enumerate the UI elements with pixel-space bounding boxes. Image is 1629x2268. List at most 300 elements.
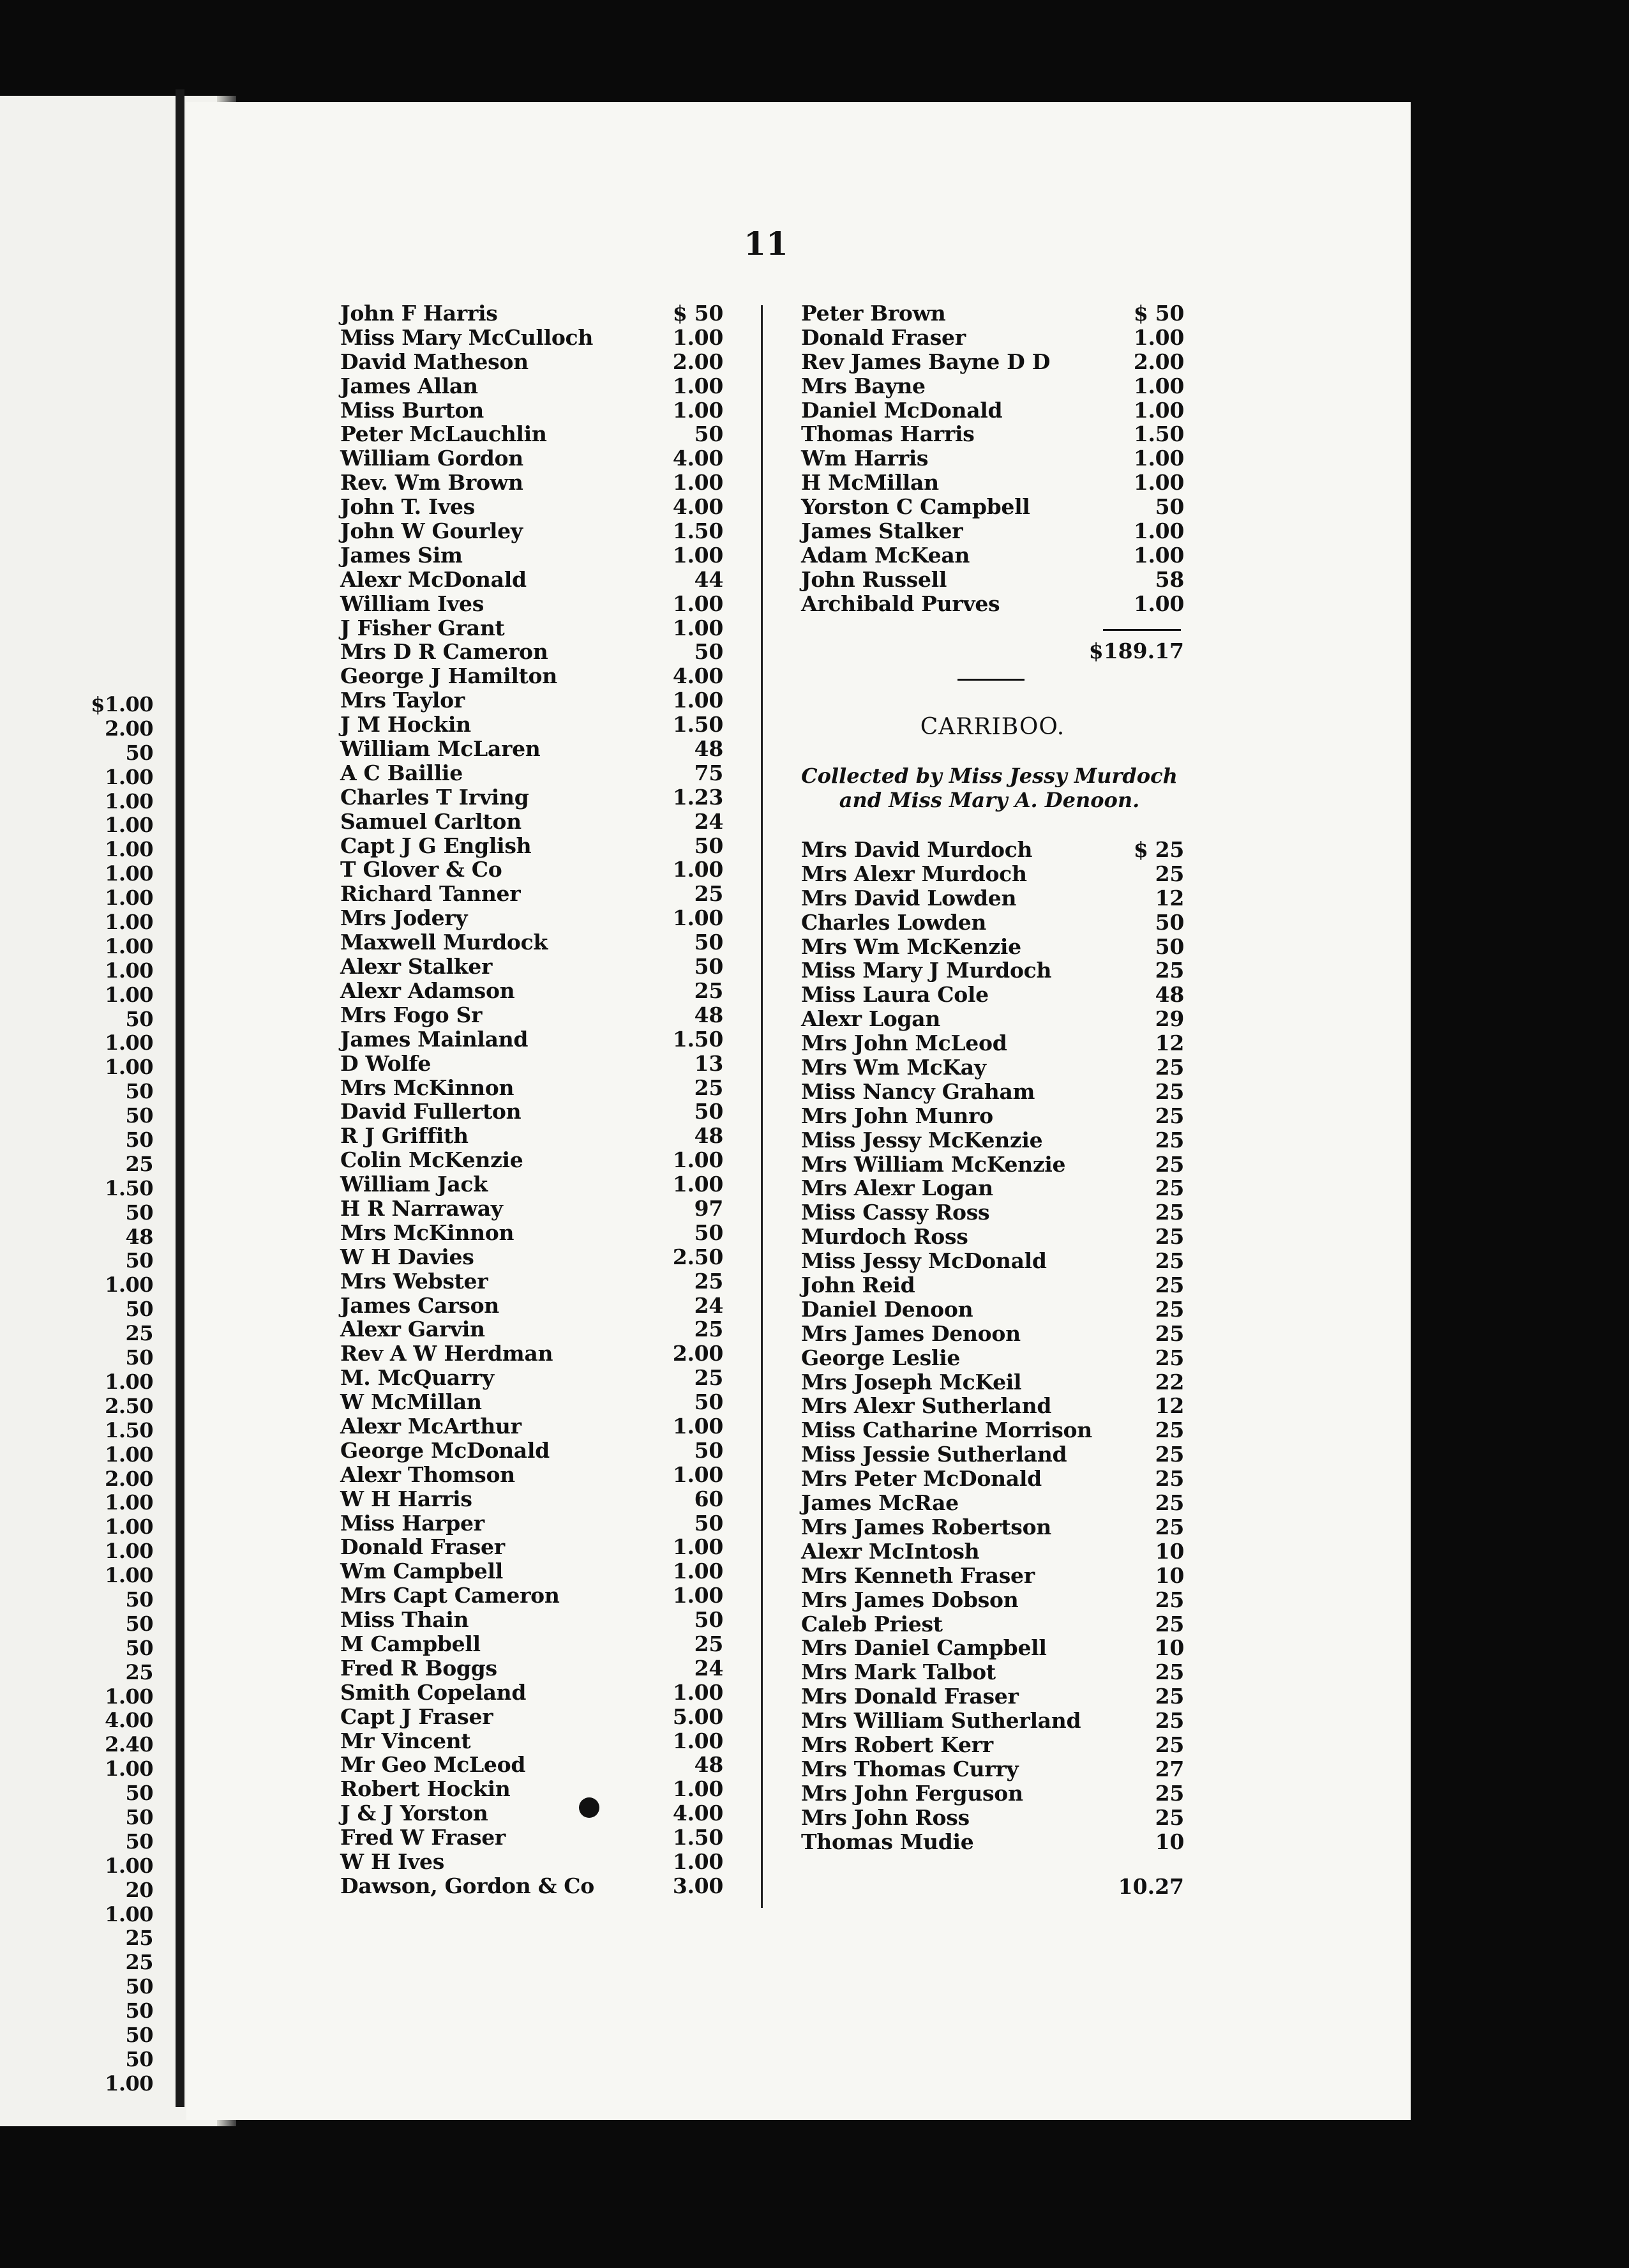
contributor-name: Mr Geo McLeod bbox=[340, 1752, 526, 1778]
contributor-name: Capt J Fraser bbox=[340, 1704, 493, 1729]
contributor-name: Thomas Mudie bbox=[801, 1829, 974, 1854]
contribution-amount: $ 50 bbox=[672, 301, 723, 326]
contributor-name: William Jack bbox=[340, 1172, 488, 1197]
list-row bbox=[340, 1172, 723, 1197]
contribution-amount: 1.00 bbox=[672, 373, 723, 398]
list-row bbox=[340, 1874, 723, 1898]
contribution-amount: 27 bbox=[1155, 1756, 1184, 1781]
contributor-name: Charles Lowden bbox=[801, 909, 987, 935]
facing-page-amount: 50 bbox=[125, 1006, 153, 1031]
contribution-amount: 25 bbox=[1155, 1296, 1184, 1322]
page-number: 11 bbox=[744, 225, 788, 262]
list-row bbox=[801, 1176, 1184, 1200]
contributor-name: Mrs Donald Fraser bbox=[801, 1684, 1019, 1709]
contributor-name: Capt J G English bbox=[340, 833, 532, 858]
contribution-amount: 48 bbox=[694, 1123, 723, 1149]
list-row bbox=[340, 568, 723, 592]
contribution-amount: 25 bbox=[1155, 1732, 1184, 1757]
list-row bbox=[340, 858, 723, 882]
list-row bbox=[340, 1076, 723, 1100]
contributor-name: Richard Tanner bbox=[340, 881, 521, 907]
contribution-amount: 50 bbox=[1155, 934, 1184, 959]
contributor-name: Robert Hockin bbox=[340, 1776, 511, 1802]
facing-page-amount: 4.00 bbox=[105, 1708, 153, 1733]
contributor-name: John T. Ives bbox=[340, 494, 475, 520]
contribution-amount: 50 bbox=[694, 1607, 723, 1633]
contributor-name: James Carson bbox=[340, 1292, 499, 1318]
list-row bbox=[340, 834, 723, 858]
list-row bbox=[340, 1535, 723, 1559]
contributor-name: Mrs Capt Cameron bbox=[340, 1583, 560, 1608]
list-row bbox=[340, 1656, 723, 1681]
contributor-name: Alexr Stalker bbox=[340, 954, 493, 979]
list-row bbox=[340, 1705, 723, 1729]
contribution-amount: $ 50 bbox=[1133, 301, 1184, 326]
list-row bbox=[340, 1003, 723, 1027]
facing-page-amount: 50 bbox=[125, 2022, 153, 2047]
facing-page-amount: 50 bbox=[125, 1635, 153, 1660]
contributor-name: R J Griffith bbox=[340, 1123, 469, 1149]
contributor-name: Rev. Wm Brown bbox=[340, 470, 523, 495]
list-row bbox=[801, 935, 1184, 959]
list-row bbox=[340, 1801, 723, 1826]
contributor-name: Mrs Wm McKenzie bbox=[801, 934, 1021, 959]
contributor-name: Mrs John Munro bbox=[801, 1103, 993, 1128]
contributor-name: Mrs William McKenzie bbox=[801, 1151, 1066, 1177]
contribution-amount: 50 bbox=[694, 930, 723, 955]
contribution-amount: 1.00 bbox=[672, 688, 723, 713]
facing-page-amount: 1.00 bbox=[105, 958, 153, 983]
contribution-amount: 50 bbox=[694, 1389, 723, 1415]
contribution-amount: 25 bbox=[694, 1075, 723, 1100]
facing-page-amount: 1.00 bbox=[105, 1490, 153, 1515]
list-row bbox=[801, 471, 1184, 495]
contribution-amount: 1.00 bbox=[672, 1583, 723, 1608]
contributor-name: Rev James Bayne D D bbox=[801, 349, 1051, 374]
list-row bbox=[340, 785, 723, 810]
list-row bbox=[801, 350, 1184, 374]
facing-page-amount: 1.00 bbox=[105, 1539, 153, 1564]
contributor-name: Miss Nancy Graham bbox=[801, 1078, 1035, 1104]
contributor-name: Samuel Carlton bbox=[340, 808, 522, 834]
list-row bbox=[801, 592, 1184, 616]
contributor-name: A C Baillie bbox=[340, 760, 463, 785]
list-row bbox=[340, 398, 723, 423]
contributor-name: Miss Cassy Ross bbox=[801, 1200, 990, 1225]
contributor-name: Mrs Fogo Sr bbox=[340, 1002, 483, 1027]
list-row bbox=[801, 1757, 1184, 1781]
list-row bbox=[801, 1370, 1184, 1395]
list-row bbox=[801, 1055, 1184, 1080]
list-row bbox=[801, 1031, 1184, 1055]
contribution-amount: 1.00 bbox=[672, 470, 723, 495]
list-row bbox=[801, 398, 1184, 423]
contribution-amount: 97 bbox=[694, 1195, 723, 1221]
contributor-name: Donald Fraser bbox=[340, 1534, 505, 1560]
list-row bbox=[801, 1104, 1184, 1128]
contribution-amount: 25 bbox=[694, 1317, 723, 1342]
list-row bbox=[801, 1515, 1184, 1539]
contributor-name: Daniel McDonald bbox=[801, 397, 1003, 423]
list-row bbox=[801, 495, 1184, 519]
list-row bbox=[801, 1153, 1184, 1177]
contributor-name: M Campbell bbox=[340, 1631, 481, 1656]
contribution-amount: 1.00 bbox=[672, 324, 723, 350]
contribution-amount: 1.50 bbox=[672, 518, 723, 544]
facing-page-amount: 1.00 bbox=[105, 1442, 153, 1467]
contribution-amount: 12 bbox=[1155, 885, 1184, 911]
facing-page-amount: 1.00 bbox=[105, 813, 153, 838]
facing-page-amount: 2.00 bbox=[105, 1466, 153, 1491]
contribution-amount: 48 bbox=[694, 736, 723, 762]
contribution-amount: 25 bbox=[1155, 1684, 1184, 1709]
contributor-name: Mr Vincent bbox=[340, 1728, 471, 1753]
facing-page-amount: 1.00 bbox=[105, 1369, 153, 1394]
list-row bbox=[801, 1322, 1184, 1346]
contribution-amount: 1.00 bbox=[1133, 542, 1184, 568]
list-row bbox=[340, 1632, 723, 1656]
facing-page-amount: 1.00 bbox=[105, 764, 153, 789]
contribution-amount: 25 bbox=[1155, 958, 1184, 983]
contribution-amount: 25 bbox=[1155, 1200, 1184, 1225]
total-rule bbox=[1103, 629, 1181, 631]
list-row bbox=[340, 810, 723, 834]
contributor-name: Mrs Daniel Campbell bbox=[801, 1635, 1047, 1661]
list-row bbox=[340, 882, 723, 906]
contributor-name: T Glover & Co bbox=[340, 857, 502, 882]
facing-page-amount: 1.00 bbox=[105, 886, 153, 911]
contributor-name: David Fullerton bbox=[340, 1099, 522, 1124]
contribution-amount: 25 bbox=[1155, 1659, 1184, 1685]
contributor-name: Mrs Webster bbox=[340, 1268, 488, 1294]
facing-page-amount: 50 bbox=[125, 1587, 153, 1612]
contribution-amount: 1.00 bbox=[672, 1679, 723, 1705]
contributor-name: Miss Laura Cole bbox=[801, 982, 989, 1008]
section-divider bbox=[957, 679, 1025, 681]
list-row bbox=[801, 1394, 1184, 1418]
contribution-amount: 12 bbox=[1155, 1031, 1184, 1056]
ink-blot bbox=[579, 1797, 599, 1818]
list-row bbox=[801, 1830, 1184, 1854]
list-row bbox=[801, 301, 1184, 326]
contributor-name: Adam McKean bbox=[801, 542, 970, 568]
list-row bbox=[340, 326, 723, 350]
contribution-amount: 25 bbox=[1155, 1273, 1184, 1298]
list-row bbox=[801, 1539, 1184, 1564]
list-row bbox=[340, 1197, 723, 1221]
contribution-amount: 50 bbox=[1155, 909, 1184, 935]
contribution-amount: 25 bbox=[694, 1365, 723, 1391]
facing-page-amount: $1.00 bbox=[91, 692, 153, 716]
list-row bbox=[340, 1584, 723, 1608]
contributor-name: Miss Thain bbox=[340, 1607, 469, 1633]
contributor-name: Miss Mary McCulloch bbox=[340, 324, 594, 350]
contribution-amount: 1.00 bbox=[672, 1534, 723, 1560]
contributor-name: James Allan bbox=[340, 373, 478, 398]
facing-page-amount: 1.50 bbox=[105, 1418, 153, 1442]
list-row bbox=[340, 955, 723, 979]
contribution-amount: 25 bbox=[1155, 1224, 1184, 1250]
list-row bbox=[340, 301, 723, 326]
list-row bbox=[340, 1777, 723, 1801]
contribution-amount: 25 bbox=[1155, 1320, 1184, 1346]
contribution-amount: 1.00 bbox=[672, 1147, 723, 1173]
contribution-amount: 1.00 bbox=[1133, 397, 1184, 423]
list-row bbox=[801, 1297, 1184, 1322]
contributor-name: M. McQuarry bbox=[340, 1365, 494, 1391]
contributor-name: Mrs David Lowden bbox=[801, 885, 1017, 911]
list-row bbox=[801, 1491, 1184, 1515]
contribution-amount: 10 bbox=[1155, 1538, 1184, 1564]
list-row bbox=[340, 350, 723, 374]
contribution-amount: 50 bbox=[694, 1437, 723, 1463]
contribution-amount: 25 bbox=[694, 978, 723, 1003]
contribution-amount: 25 bbox=[1155, 1078, 1184, 1104]
list-row bbox=[801, 1806, 1184, 1830]
list-row bbox=[801, 983, 1184, 1007]
contributor-name: George McDonald bbox=[340, 1437, 550, 1463]
facing-page-amount: 50 bbox=[125, 1829, 153, 1854]
contribution-amount: 25 bbox=[1155, 1780, 1184, 1806]
contributor-name: Peter Brown bbox=[801, 301, 946, 326]
list-row bbox=[801, 1709, 1184, 1733]
list-row bbox=[801, 1128, 1184, 1153]
contributor-name: William Gordon bbox=[340, 446, 523, 471]
contribution-amount: 1.00 bbox=[672, 615, 723, 640]
subscriber-list-left bbox=[340, 301, 723, 1898]
contributor-name: Mrs William Sutherland bbox=[801, 1708, 1081, 1734]
contribution-amount: 48 bbox=[694, 1752, 723, 1778]
facing-page-amount: 1.00 bbox=[105, 2071, 153, 2096]
list-row bbox=[340, 713, 723, 737]
section-title-carriboo: CARRIBOO. bbox=[920, 714, 1065, 740]
contribution-amount: 10 bbox=[1155, 1635, 1184, 1661]
list-row bbox=[801, 911, 1184, 935]
list-row bbox=[340, 1221, 723, 1245]
contributor-name: Dawson, Gordon & Co bbox=[340, 1873, 594, 1898]
contributor-name: Wm Campbell bbox=[340, 1559, 503, 1584]
contribution-amount: 3.00 bbox=[672, 1873, 723, 1898]
contributor-name: Charles T Irving bbox=[340, 784, 529, 810]
list-row bbox=[340, 471, 723, 495]
contributor-name: Mrs Bayne bbox=[801, 373, 926, 398]
list-row bbox=[801, 422, 1184, 446]
list-row bbox=[340, 422, 723, 446]
contribution-amount: 25 bbox=[694, 881, 723, 907]
contributor-name: James Mainland bbox=[340, 1026, 529, 1052]
contribution-amount: 1.00 bbox=[672, 1172, 723, 1197]
carriboo-list bbox=[801, 838, 1184, 1854]
contributor-name: Mrs Kenneth Fraser bbox=[801, 1562, 1035, 1588]
list-row bbox=[801, 326, 1184, 350]
list-row bbox=[340, 1366, 723, 1390]
list-row bbox=[801, 1733, 1184, 1757]
contributor-name: David Matheson bbox=[340, 349, 529, 374]
contribution-amount: 25 bbox=[694, 1268, 723, 1294]
list-row bbox=[340, 1729, 723, 1753]
contributor-name: William McLaren bbox=[340, 736, 541, 762]
contribution-amount: 25 bbox=[1155, 1418, 1184, 1443]
list-row bbox=[340, 592, 723, 616]
list-row bbox=[340, 688, 723, 713]
list-row bbox=[340, 1342, 723, 1366]
list-row bbox=[340, 616, 723, 640]
list-row bbox=[340, 1245, 723, 1269]
contributor-name: Miss Jessy McDonald bbox=[801, 1248, 1047, 1274]
list-row bbox=[340, 640, 723, 664]
list-row bbox=[340, 1511, 723, 1536]
facing-page-amount: 1.00 bbox=[105, 910, 153, 935]
contribution-amount: 4.00 bbox=[672, 1801, 723, 1826]
facing-page-amount: 50 bbox=[125, 1781, 153, 1806]
contributor-name: Mrs John Ferguson bbox=[801, 1780, 1023, 1806]
contribution-amount: 25 bbox=[1155, 1514, 1184, 1539]
contributor-name: Mrs D R Cameron bbox=[340, 639, 548, 665]
list-row bbox=[340, 1027, 723, 1052]
facing-page-amount: 50 bbox=[125, 1128, 153, 1153]
contributor-name: James Stalker bbox=[801, 518, 963, 544]
contributor-name: Alexr Adamson bbox=[340, 978, 515, 1003]
contribution-amount: 1.00 bbox=[1133, 324, 1184, 350]
contributor-name: Archibald Purves bbox=[801, 591, 1000, 616]
contributor-name: George Leslie bbox=[801, 1345, 961, 1370]
contribution-amount: 1.00 bbox=[1133, 470, 1184, 495]
contribution-amount: 25 bbox=[1155, 1151, 1184, 1177]
list-row bbox=[340, 1559, 723, 1584]
list-row bbox=[801, 1080, 1184, 1104]
facing-page-amount: 50 bbox=[125, 740, 153, 765]
list-row bbox=[340, 761, 723, 785]
contributor-name: J Fisher Grant bbox=[340, 615, 505, 640]
list-row bbox=[340, 979, 723, 1003]
facing-page-amount: 1.00 bbox=[105, 789, 153, 813]
facing-page-amount: 48 bbox=[125, 1224, 153, 1249]
contribution-amount: 1.00 bbox=[1133, 518, 1184, 544]
list-row bbox=[340, 737, 723, 761]
list-row bbox=[801, 1442, 1184, 1467]
contributor-name: Mrs Alexr Logan bbox=[801, 1176, 993, 1201]
contributor-name: Mrs Robert Kerr bbox=[801, 1732, 993, 1757]
contributor-name: William Ives bbox=[340, 591, 484, 616]
contribution-amount: 25 bbox=[1155, 1248, 1184, 1274]
contributor-name: Miss Mary J Murdoch bbox=[801, 958, 1052, 983]
list-row bbox=[801, 1564, 1184, 1588]
right-column-total: $189.17 bbox=[1088, 639, 1184, 663]
list-row bbox=[801, 519, 1184, 543]
contributor-name: Mrs James Robertson bbox=[801, 1514, 1051, 1539]
contribution-amount: 1.00 bbox=[1133, 446, 1184, 471]
facing-page-amount: 50 bbox=[125, 1345, 153, 1370]
list-row bbox=[801, 446, 1184, 471]
list-row bbox=[340, 1608, 723, 1632]
contributor-name: Mrs McKinnon bbox=[340, 1220, 514, 1245]
contribution-amount: 50 bbox=[694, 1099, 723, 1124]
contributor-name: Mrs Jodery bbox=[340, 905, 468, 931]
contribution-amount: 25 bbox=[1155, 1708, 1184, 1734]
contributor-name: John Reid bbox=[801, 1273, 915, 1298]
contributor-name: Rev A W Herdman bbox=[340, 1341, 553, 1366]
contribution-amount: 58 bbox=[1155, 566, 1184, 592]
list-row bbox=[801, 1225, 1184, 1249]
list-row bbox=[801, 1200, 1184, 1225]
collected-by-line-2: and Miss Mary A. Denoon. bbox=[839, 788, 1140, 812]
facing-page-amount: 50 bbox=[125, 1248, 153, 1273]
facing-page-amount: 1.00 bbox=[105, 1515, 153, 1539]
contribution-amount: 25 bbox=[1155, 1587, 1184, 1612]
facing-page-amount: 50 bbox=[125, 1974, 153, 1999]
facing-page-amount: 25 bbox=[125, 1926, 153, 1951]
contribution-amount: 2.00 bbox=[672, 1341, 723, 1366]
contributor-name: Fred R Boggs bbox=[340, 1655, 497, 1681]
contributor-name: D Wolfe bbox=[340, 1050, 432, 1076]
contributor-name: George J Hamilton bbox=[340, 663, 557, 689]
list-row bbox=[801, 1346, 1184, 1370]
contributor-name: Mrs James Denoon bbox=[801, 1320, 1021, 1346]
contribution-amount: 25 bbox=[694, 1631, 723, 1656]
contribution-amount: 12 bbox=[1155, 1393, 1184, 1419]
contributor-name: Mrs James Dobson bbox=[801, 1587, 1019, 1612]
list-row bbox=[340, 1148, 723, 1172]
list-row bbox=[801, 1467, 1184, 1491]
contribution-amount: 25 bbox=[1155, 1176, 1184, 1201]
list-row bbox=[801, 374, 1184, 398]
list-row bbox=[340, 664, 723, 688]
contributor-name: W H Harris bbox=[340, 1486, 472, 1511]
facing-page-amount: 2.00 bbox=[105, 716, 153, 741]
list-row bbox=[340, 1439, 723, 1463]
contribution-amount: 1.00 bbox=[1133, 373, 1184, 398]
contribution-amount: 50 bbox=[694, 1220, 723, 1245]
contribution-amount: 4.00 bbox=[672, 663, 723, 689]
contribution-amount: 1.00 bbox=[672, 1728, 723, 1753]
contributor-name: H R Narraway bbox=[340, 1195, 503, 1221]
contribution-amount: 48 bbox=[1155, 982, 1184, 1008]
facing-page-amount: 1.00 bbox=[105, 1901, 153, 1926]
contributor-name: Murdoch Ross bbox=[801, 1224, 968, 1250]
contributor-name: Mrs Peter McDonald bbox=[801, 1466, 1042, 1492]
contributor-name: Smith Copeland bbox=[340, 1679, 527, 1705]
list-row bbox=[801, 838, 1184, 862]
contribution-amount: 60 bbox=[694, 1486, 723, 1511]
contribution-amount: 44 bbox=[694, 566, 723, 592]
facing-page-amount: 1.00 bbox=[105, 1031, 153, 1055]
contribution-amount: 1.00 bbox=[672, 591, 723, 616]
contribution-amount: 25 bbox=[1155, 1804, 1184, 1830]
list-row bbox=[801, 1273, 1184, 1297]
facing-page-amounts bbox=[0, 693, 153, 2096]
facing-page-amount: 1.00 bbox=[105, 982, 153, 1007]
facing-page-amount: 1.00 bbox=[105, 861, 153, 886]
contribution-amount: 1.00 bbox=[672, 1776, 723, 1802]
list-row bbox=[340, 446, 723, 471]
contributor-name: Mrs Alexr Murdoch bbox=[801, 861, 1027, 886]
contribution-amount: 5.00 bbox=[672, 1704, 723, 1729]
contributor-name: Alexr Logan bbox=[801, 1006, 941, 1032]
contribution-amount: 2.00 bbox=[1133, 349, 1184, 374]
contributor-name: Yorston C Campbell bbox=[801, 494, 1030, 520]
contribution-amount: 50 bbox=[694, 833, 723, 858]
contributor-name: W McMillan bbox=[340, 1389, 482, 1415]
contribution-amount: 25 bbox=[1155, 1055, 1184, 1080]
facing-page-amount: 50 bbox=[125, 1999, 153, 2023]
contributor-name: W H Davies bbox=[340, 1244, 474, 1269]
contribution-amount: 25 bbox=[1155, 1442, 1184, 1467]
contribution-amount: 1.00 bbox=[672, 542, 723, 568]
list-row bbox=[340, 930, 723, 955]
contribution-amount: 25 bbox=[1155, 1345, 1184, 1370]
facing-page-amount: 1.00 bbox=[105, 1684, 153, 1709]
contributor-name: Mrs Joseph McKeil bbox=[801, 1369, 1022, 1395]
